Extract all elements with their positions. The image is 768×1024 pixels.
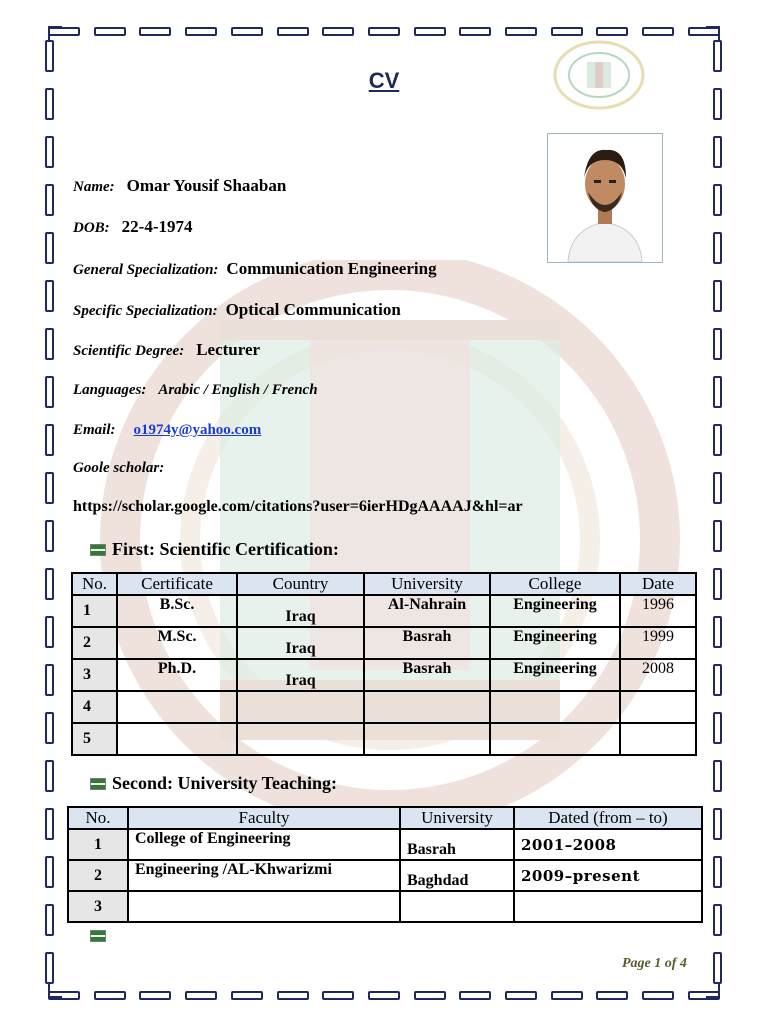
cell-country <box>237 723 364 755</box>
border-segment <box>688 27 720 36</box>
border-segment <box>368 27 400 36</box>
page-border-bottom <box>48 988 720 1002</box>
border-segment <box>48 27 80 36</box>
border-segment <box>713 232 722 264</box>
degree-label: Scientific Degree: <box>73 343 185 359</box>
border-segment <box>505 27 537 36</box>
page-border-right <box>710 40 724 984</box>
border-segment <box>414 991 446 1000</box>
border-segment <box>713 664 722 696</box>
border-segment <box>139 991 171 1000</box>
border-segment <box>45 712 54 744</box>
border-segment <box>713 760 722 792</box>
border-segment <box>596 991 628 1000</box>
border-segment <box>713 424 722 456</box>
cell-certificate: B.Sc. <box>117 595 237 627</box>
table-row <box>68 829 702 860</box>
column-header: No. <box>68 807 128 829</box>
border-segment <box>713 520 722 552</box>
name-row <box>73 176 286 196</box>
border-segment <box>713 376 722 408</box>
table-row <box>72 627 696 659</box>
border-segment <box>713 712 722 744</box>
border-segment <box>459 991 491 1000</box>
cell-college <box>490 691 620 723</box>
border-segment <box>45 136 54 168</box>
cell-certificate <box>117 691 237 723</box>
border-segment <box>185 991 217 1000</box>
column-header: Date <box>620 573 696 595</box>
section-certification-title: First: Scientific Certification: <box>112 539 339 559</box>
column-header: No. <box>72 573 117 595</box>
cell-date <box>620 723 696 755</box>
cell-no: 5 <box>72 723 117 755</box>
cell-university <box>364 723 490 755</box>
border-segment <box>596 27 628 36</box>
email-link[interactable]: o1974y@yahoo.com <box>133 422 262 438</box>
border-segment <box>642 991 674 1000</box>
cell-country <box>237 691 364 723</box>
border-segment <box>45 520 54 552</box>
cell-date: 2008 <box>620 659 696 691</box>
cell-faculty: College of Engineering <box>128 829 400 860</box>
cell-college: Engineering <box>490 659 620 691</box>
table-row <box>72 659 696 691</box>
section-teaching <box>90 773 337 794</box>
cell-university: Basrah <box>364 627 490 659</box>
column-header: Certificate <box>117 573 237 595</box>
cell-no: 2 <box>68 860 128 891</box>
list-bullet-icon <box>90 778 106 790</box>
cell-no: 3 <box>68 891 128 922</box>
table-row <box>72 723 696 755</box>
border-segment <box>45 856 54 888</box>
cell-university: Baghdad <box>400 860 514 891</box>
border-segment <box>45 424 54 456</box>
cell-faculty <box>128 891 400 922</box>
list-bullet-icon <box>90 544 106 556</box>
border-segment <box>368 991 400 1000</box>
page-border-left <box>42 40 56 984</box>
border-segment <box>231 991 263 1000</box>
border-segment <box>94 27 126 36</box>
cell-date: 1999 <box>620 627 696 659</box>
border-segment <box>45 952 54 984</box>
cell-university <box>400 891 514 922</box>
border-segment <box>45 904 54 936</box>
scholar-url[interactable]: https://scholar.google.com/citations?user=6ierHDgAAAAJ&hl=ar <box>73 498 523 515</box>
cell-no: 1 <box>72 595 117 627</box>
border-segment <box>713 856 722 888</box>
email-row <box>73 421 261 439</box>
cell-no: 1 <box>68 829 128 860</box>
scholar-label: Goole scholar: <box>73 460 165 476</box>
cell-college <box>490 723 620 755</box>
table-row <box>68 860 702 891</box>
border-segment <box>185 27 217 36</box>
email-label: Email: <box>73 422 116 438</box>
border-segment <box>45 328 54 360</box>
border-segment <box>45 568 54 600</box>
border-segment <box>277 27 309 36</box>
name-value: Omar Yousif Shaaban <box>126 176 287 195</box>
border-segment <box>322 27 354 36</box>
portrait-image <box>548 134 662 262</box>
languages-value: Arabic / English / French <box>158 382 318 398</box>
section-certification <box>90 539 339 560</box>
border-segment <box>713 136 722 168</box>
general-specialization-value: Communication Engineering <box>226 259 437 278</box>
border-segment <box>322 991 354 1000</box>
degree-value: Lecturer <box>196 340 261 359</box>
cell-university: Al-Nahrain <box>364 595 490 627</box>
scholar-row <box>73 459 172 477</box>
cell-dated: 2009–present <box>514 860 702 891</box>
languages-label: Languages: <box>73 382 147 398</box>
cell-date <box>620 691 696 723</box>
border-segment <box>713 280 722 312</box>
list-bullet-icon <box>90 930 106 942</box>
table-row <box>72 595 696 627</box>
cell-country: Iraq <box>237 595 364 627</box>
trailing-bullet <box>90 930 106 942</box>
border-segment <box>48 991 80 1000</box>
border-segment <box>688 991 720 1000</box>
cell-university <box>364 691 490 723</box>
border-segment <box>231 27 263 36</box>
border-segment <box>713 328 722 360</box>
border-segment <box>713 904 722 936</box>
column-header: College <box>490 573 620 595</box>
border-segment <box>713 616 722 648</box>
border-segment <box>713 568 722 600</box>
specific-specialization-row <box>73 300 401 320</box>
border-segment <box>551 27 583 36</box>
page-border-top <box>48 24 720 38</box>
certification-table <box>71 572 697 756</box>
border-segment <box>45 760 54 792</box>
general-specialization-row <box>73 259 437 279</box>
border-segment <box>45 376 54 408</box>
table-row <box>68 891 702 922</box>
cell-dated <box>514 891 702 922</box>
cell-university: Basrah <box>364 659 490 691</box>
border-segment <box>45 232 54 264</box>
cell-no: 4 <box>72 691 117 723</box>
border-segment <box>45 472 54 504</box>
cell-college: Engineering <box>490 627 620 659</box>
cell-dated: 2001–2008 <box>514 829 702 860</box>
dob-value: 22-4-1974 <box>121 217 193 236</box>
border-segment <box>713 472 722 504</box>
cell-country: Iraq <box>237 659 364 691</box>
cell-university: Basrah <box>400 829 514 860</box>
border-segment <box>45 664 54 696</box>
border-segment <box>45 616 54 648</box>
border-segment <box>277 991 309 1000</box>
dob-label: DOB: <box>73 220 110 236</box>
languages-row <box>73 381 326 399</box>
border-segment <box>45 808 54 840</box>
page-number: Page 1 of 4 <box>622 956 687 971</box>
table-header-row <box>68 807 702 829</box>
section-teaching-title: Second: University Teaching: <box>112 773 338 793</box>
column-header: University <box>400 807 514 829</box>
border-segment <box>94 991 126 1000</box>
border-segment <box>551 991 583 1000</box>
cell-certificate <box>117 723 237 755</box>
cell-faculty: Engineering /AL-Khwarizmi <box>128 860 400 891</box>
specific-specialization-value: Optical Communication <box>225 300 401 319</box>
column-header: Faculty <box>128 807 400 829</box>
cell-certificate: M.Sc. <box>117 627 237 659</box>
border-segment <box>139 27 171 36</box>
cell-certificate: Ph.D. <box>117 659 237 691</box>
name-label: Name: <box>73 179 115 195</box>
cell-date: 1996 <box>620 595 696 627</box>
cell-college: Engineering <box>490 595 620 627</box>
cell-no: 3 <box>72 659 117 691</box>
cell-country: Iraq <box>237 627 364 659</box>
specific-specialization-label: Specific Specialization: <box>73 303 218 319</box>
column-header: Dated (from – to) <box>514 807 702 829</box>
general-specialization-label: General Specialization: <box>73 262 219 278</box>
border-segment <box>713 808 722 840</box>
border-segment <box>414 27 446 36</box>
table-header-row <box>72 573 696 595</box>
border-segment <box>713 952 722 984</box>
border-segment <box>45 280 54 312</box>
dob-row <box>73 217 193 237</box>
border-segment <box>713 184 722 216</box>
border-segment <box>505 991 537 1000</box>
border-segment <box>459 27 491 36</box>
scholar-url-row <box>73 498 523 516</box>
border-segment <box>45 184 54 216</box>
column-header: University <box>364 573 490 595</box>
table-row <box>72 691 696 723</box>
teaching-table <box>67 806 703 923</box>
border-segment <box>642 27 674 36</box>
column-header: Country <box>237 573 364 595</box>
page-title: CV <box>368 68 400 93</box>
profile-photo <box>547 133 663 263</box>
cell-no: 2 <box>72 627 117 659</box>
degree-row <box>73 340 260 360</box>
